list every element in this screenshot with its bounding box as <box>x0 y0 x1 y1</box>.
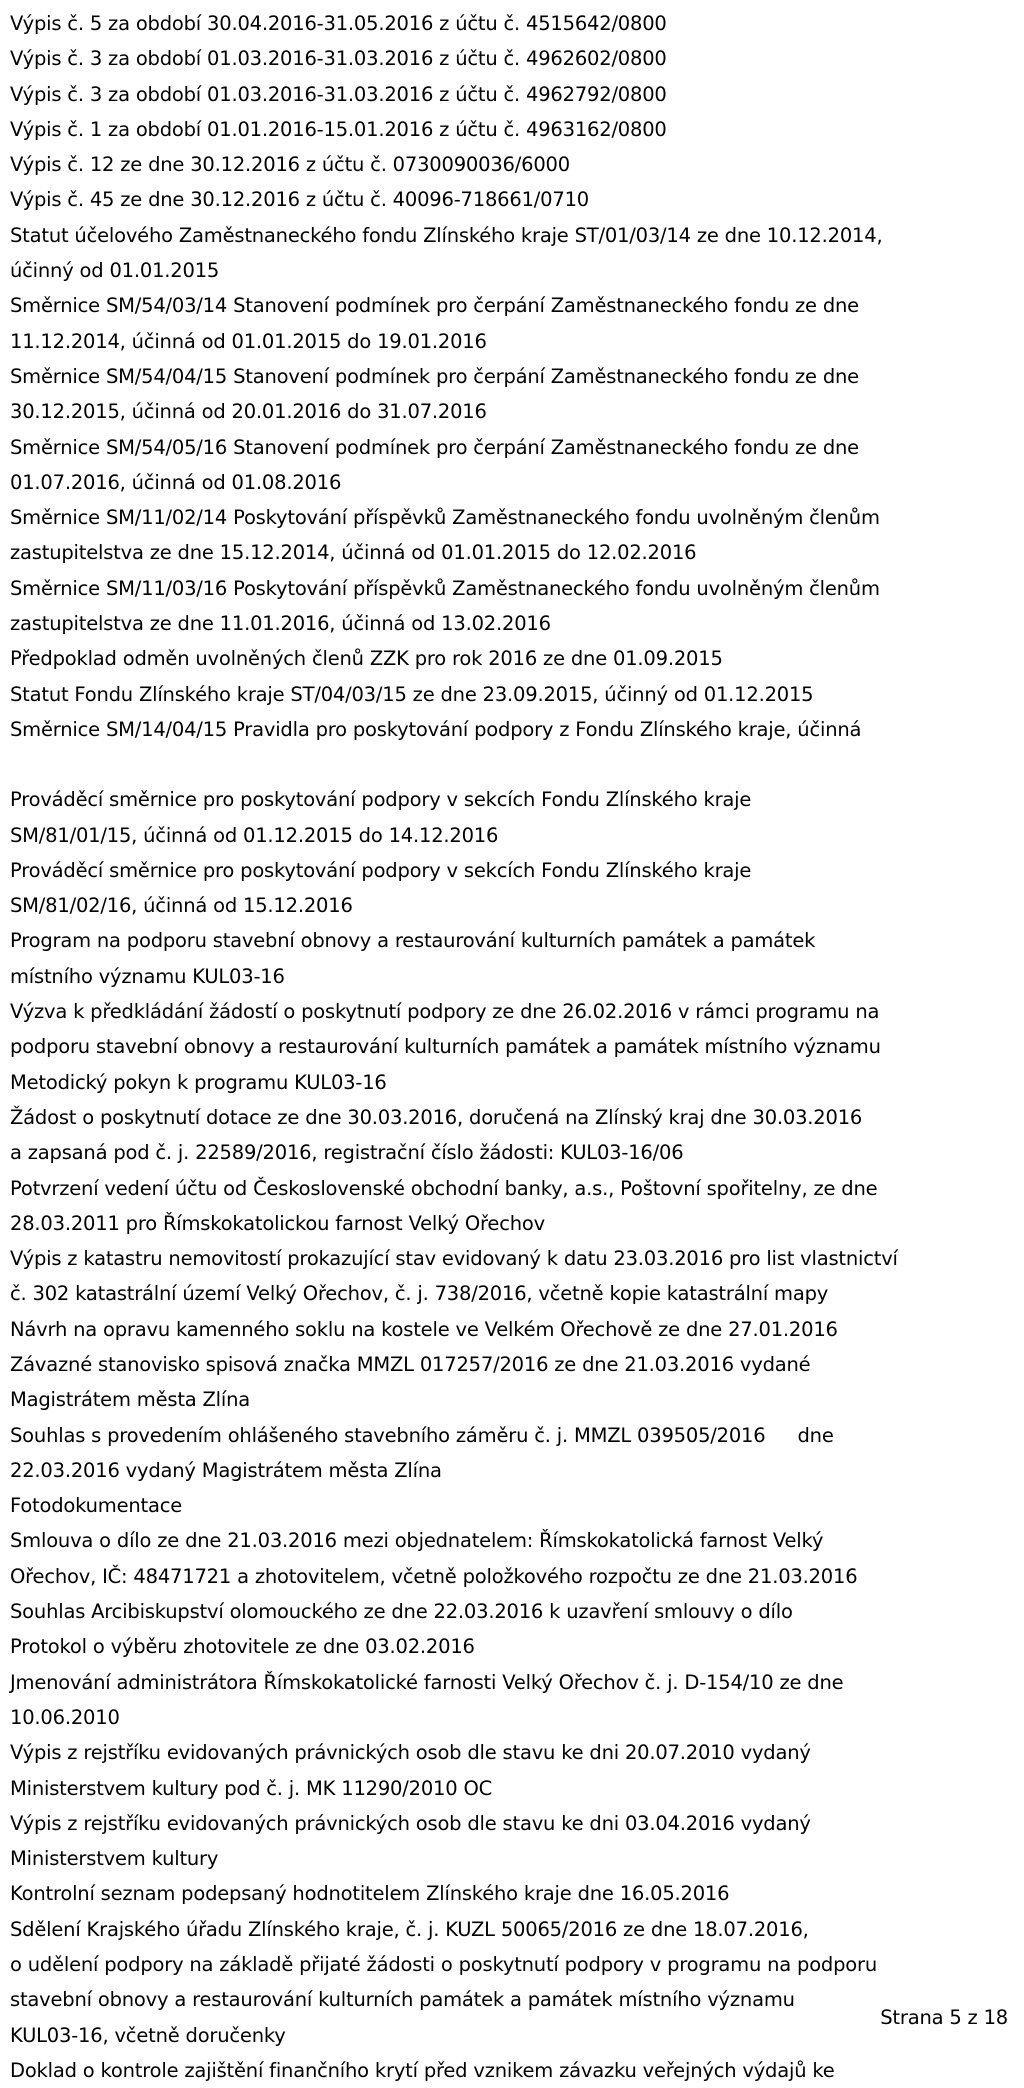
line-text-suffix: dne <box>797 1423 834 1447</box>
line-text: Sdělení Krajského úřadu Zlínského kraje, č. j. KUZL 50065/2016 ze dne 18.07.2016, <box>10 1917 809 1941</box>
line-text: KUL03-16, včetně doručenky <box>10 2023 286 2047</box>
line-text: 22.03.2016 vydaný Magistrátem města Zlína <box>10 1458 442 1482</box>
text-line <box>10 1700 1010 1735</box>
text-line <box>10 1276 1010 1311</box>
text-line <box>10 1912 1010 1947</box>
line-text: Kontrolní seznam podepsaný hodnotitelem Zlínského kraje dne 16.05.2016 <box>10 1882 730 1906</box>
line-text: Směrnice SM/54/03/14 Stanovení podmínek pro čerpání Zaměstnaneckého fondu ze dne <box>10 294 859 318</box>
line-text: Výpis č. 12 ze dne 30.12.2016 z účtu č. 0730090036/6000 <box>10 153 570 177</box>
page-number: Strana 5 z 18 <box>880 2006 1008 2029</box>
line-text: Závazné stanovisko spisová značka MMZL 017257/2016 ze dne 21.03.2016 vydané <box>10 1352 811 1376</box>
line-text: účinný od 01.01.2015 <box>10 259 220 283</box>
line-text: Doklad o kontrole zajištění finančního krytí před vznikem závazku veřejných výdajů ke <box>10 2058 835 2082</box>
line-text: Jmenování administrátora Římskokatolické farnosti Velký Ořechov č. j. D-154/10 ze dne <box>10 1670 844 1694</box>
text-line <box>10 1171 1010 1206</box>
line-text: SM/81/01/15, účinná od 01.12.2015 do 14.12.2016 <box>10 823 499 847</box>
text-line <box>10 112 1010 147</box>
line-text: Výpis č. 1 za období 01.01.2016-15.01.2016 z účtu č. 4963162/0800 <box>10 117 667 141</box>
text-line <box>10 1347 1010 1382</box>
line-text: Směrnice SM/11/03/16 Poskytování příspěvků Zaměstnaneckého fondu uvolněným členům <box>10 576 880 600</box>
line-text: Směrnice SM/11/02/14 Poskytování příspěvků Zaměstnaneckého fondu uvolněným členům <box>10 506 880 530</box>
text-line <box>10 677 1010 712</box>
text-line <box>10 1241 1010 1276</box>
line-text: Výpis z katastru nemovitostí prokazující stav evidovaný k datu 23.03.2016 pro list vlastnictví <box>10 1247 898 1271</box>
text-line <box>10 888 1010 923</box>
text-line <box>10 1100 1010 1135</box>
text-line <box>10 253 1010 288</box>
line-text: Výzva k předkládání žádostí o poskytnutí podpory ze dne 26.02.2016 v rámci programu na <box>10 1000 880 1024</box>
line-text: SM/81/02/16, účinná od 15.12.2016 <box>10 894 353 918</box>
text-line <box>10 782 1010 817</box>
text-line <box>10 571 1010 606</box>
text-line <box>10 1523 1010 1558</box>
text-line <box>10 712 1010 747</box>
line-text: 30.12.2015, účinná od 20.01.2016 do 31.07.2016 <box>10 400 487 424</box>
line-text: Ministerstvem kultury pod č. j. MK 11290/2010 OC <box>10 1776 493 1800</box>
line-text: Směrnice SM/14/04/15 Pravidla pro poskytování podpory z Fondu Zlínského kraje, účinná <box>10 717 862 741</box>
line-text: 10.06.2010 <box>10 1705 120 1729</box>
text-line <box>10 1135 1010 1170</box>
line-text: Výpis č. 5 za období 30.04.2016-31.05.2016 z účtu č. 4515642/0800 <box>10 12 667 35</box>
line-text: Souhlas s provedením ohlášeného stavebního záměru č. j. MMZL 039505/2016 <box>10 1423 766 1447</box>
text-line <box>10 923 1010 958</box>
text-line <box>10 1312 1010 1347</box>
text-line <box>10 1382 1010 1417</box>
line-text: Prováděcí směrnice pro poskytování podpory v sekcích Fondu Zlínského kraje <box>10 858 752 882</box>
text-line <box>10 606 1010 641</box>
text-line <box>10 1947 1010 1982</box>
text-line <box>10 2053 1010 2088</box>
text-line <box>10 465 1010 500</box>
text-line <box>10 359 1010 394</box>
line-text: Výpis č. 45 ze dne 30.12.2016 z účtu č. 40096-718661/0710 <box>10 188 589 212</box>
text-line <box>10 535 1010 570</box>
text-line <box>10 641 1010 676</box>
line-text: č. 302 katastrální území Velký Ořechov, č. j. 738/2016, včetně kopie katastrální mapy <box>10 1282 829 1306</box>
text-line <box>10 1735 1010 1770</box>
text-line <box>10 818 1010 853</box>
line-text: Ořechov, IČ: 48471721 a zhotovitelem, včetně položkového rozpočtu ze dne 21.03.2016 <box>10 1564 858 1588</box>
text-line <box>10 218 1010 253</box>
line-text: Metodický pokyn k programu KUL03-16 <box>10 1070 387 1094</box>
line-text: Souhlas Arcibiskupství olomouckého ze dne 22.03.2016 k uzavření smlouvy o dílo <box>10 1600 793 1624</box>
line-text: Návrh na opravu kamenného soklu na kostele ve Velkém Ořechově ze dne 27.01.2016 <box>10 1317 838 1341</box>
line-text: o udělení podpory na základě přijaté žádosti o poskytnutí podpory v programu na podporu <box>10 1953 877 1977</box>
text-line <box>10 324 1010 359</box>
text-line <box>10 1665 1010 1700</box>
line-text: Výpis č. 3 za období 01.03.2016-31.03.2016 z účtu č. 4962602/0800 <box>10 47 667 71</box>
line-text: zastupitelstva ze dne 11.01.2016, účinná od 13.02.2016 <box>10 612 551 636</box>
line-text: Statut účelového Zaměstnaneckého fondu Zlínského kraje ST/01/03/14 ze dne 10.12.2014, <box>10 223 883 247</box>
text-line <box>10 1841 1010 1876</box>
text-line <box>10 41 1010 76</box>
text-line <box>10 1982 1010 2017</box>
line-text: Výpis z rejstříku evidovaných právnických osob dle stavu ke dni 03.04.2016 vydaný <box>10 1811 811 1835</box>
line-text: Žádost o poskytnutí dotace ze dne 30.03.2016, doručená na Zlínský kraj dne 30.03.2016 <box>10 1105 863 1129</box>
text-line <box>10 147 1010 182</box>
line-text: Statut Fondu Zlínského kraje ST/04/03/15 ze dne 23.09.2015, účinný od 01.12.2015 <box>10 682 814 706</box>
text-line <box>10 1559 1010 1594</box>
line-text: Výpis č. 3 za období 01.03.2016-31.03.2016 z účtu č. 4962792/0800 <box>10 82 667 106</box>
text-line <box>10 1876 1010 1911</box>
text-line <box>10 77 1010 112</box>
line-text: místního významu KUL03-16 <box>10 964 285 988</box>
text-line <box>10 1806 1010 1841</box>
text-line <box>10 1206 1010 1241</box>
line-text: zastupitelstva ze dne 15.12.2014, účinná od 01.01.2015 do 12.02.2016 <box>10 541 697 565</box>
line-text: Program na podporu stavební obnovy a restaurování kulturních památek a památek <box>10 929 816 953</box>
text-line <box>10 2018 1010 2053</box>
line-text: podporu stavební obnovy a restaurování kulturních památek a památek místního významu <box>10 1035 881 1059</box>
text-line <box>10 6 1010 41</box>
line-text: stavební obnovy a restaurování kulturních památek a památek místního významu <box>10 1988 795 2012</box>
blank-gap <box>10 747 1010 782</box>
line-text: a zapsaná pod č. j. 22589/2016, registrační číslo žádosti: KUL03-16/06 <box>10 1141 684 1165</box>
line-text: Protokol o výběru zhotovitele ze dne 03.02.2016 <box>10 1635 475 1659</box>
text-line <box>10 1771 1010 1806</box>
text-line <box>10 1029 1010 1064</box>
line-text: 28.03.2011 pro Římskokatolickou farnost Velký Ořechov <box>10 1211 545 1235</box>
text-line <box>10 1418 1010 1453</box>
line-text: Prováděcí směrnice pro poskytování podpory v sekcích Fondu Zlínského kraje <box>10 788 752 812</box>
line-text: Smlouva o dílo ze dne 21.03.2016 mezi objednatelem: Římskokatolická farnost Velký <box>10 1529 824 1553</box>
line-text: Potvrzení vedení účtu od Československé obchodní banky, a.s., Poštovní spořitelny, ze dne <box>10 1176 878 1200</box>
text-line <box>10 500 1010 535</box>
text-line <box>10 394 1010 429</box>
text-line <box>10 182 1010 217</box>
text-line <box>10 1488 1010 1523</box>
line-text: 11.12.2014, účinná od 01.01.2015 do 19.01.2016 <box>10 329 487 353</box>
text-line <box>10 853 1010 888</box>
text-line <box>10 1453 1010 1488</box>
text-line <box>10 994 1010 1029</box>
text-line <box>10 959 1010 994</box>
text-line <box>10 1629 1010 1664</box>
line-text: Výpis z rejstříku evidovaných právnických osob dle stavu ke dni 20.07.2010 vydaný <box>10 1741 811 1765</box>
line-text: Fotodokumentace <box>10 1494 183 1518</box>
text-line <box>10 288 1010 323</box>
text-line <box>10 1065 1010 1100</box>
line-text: Předpoklad odměn uvolněných členů ZZK pro rok 2016 ze dne 01.09.2015 <box>10 647 723 671</box>
line-text: Ministerstvem kultury <box>10 1847 219 1871</box>
line-text: Magistrátem města Zlína <box>10 1388 251 1412</box>
line-text: Směrnice SM/54/04/15 Stanovení podmínek pro čerpání Zaměstnaneckého fondu ze dne <box>10 364 859 388</box>
document-body <box>10 6 1010 2088</box>
text-line <box>10 430 1010 465</box>
line-text: 01.07.2016, účinná od 01.08.2016 <box>10 470 342 494</box>
line-text: Směrnice SM/54/05/16 Stanovení podmínek pro čerpání Zaměstnaneckého fondu ze dne <box>10 435 859 459</box>
text-line <box>10 1594 1010 1629</box>
